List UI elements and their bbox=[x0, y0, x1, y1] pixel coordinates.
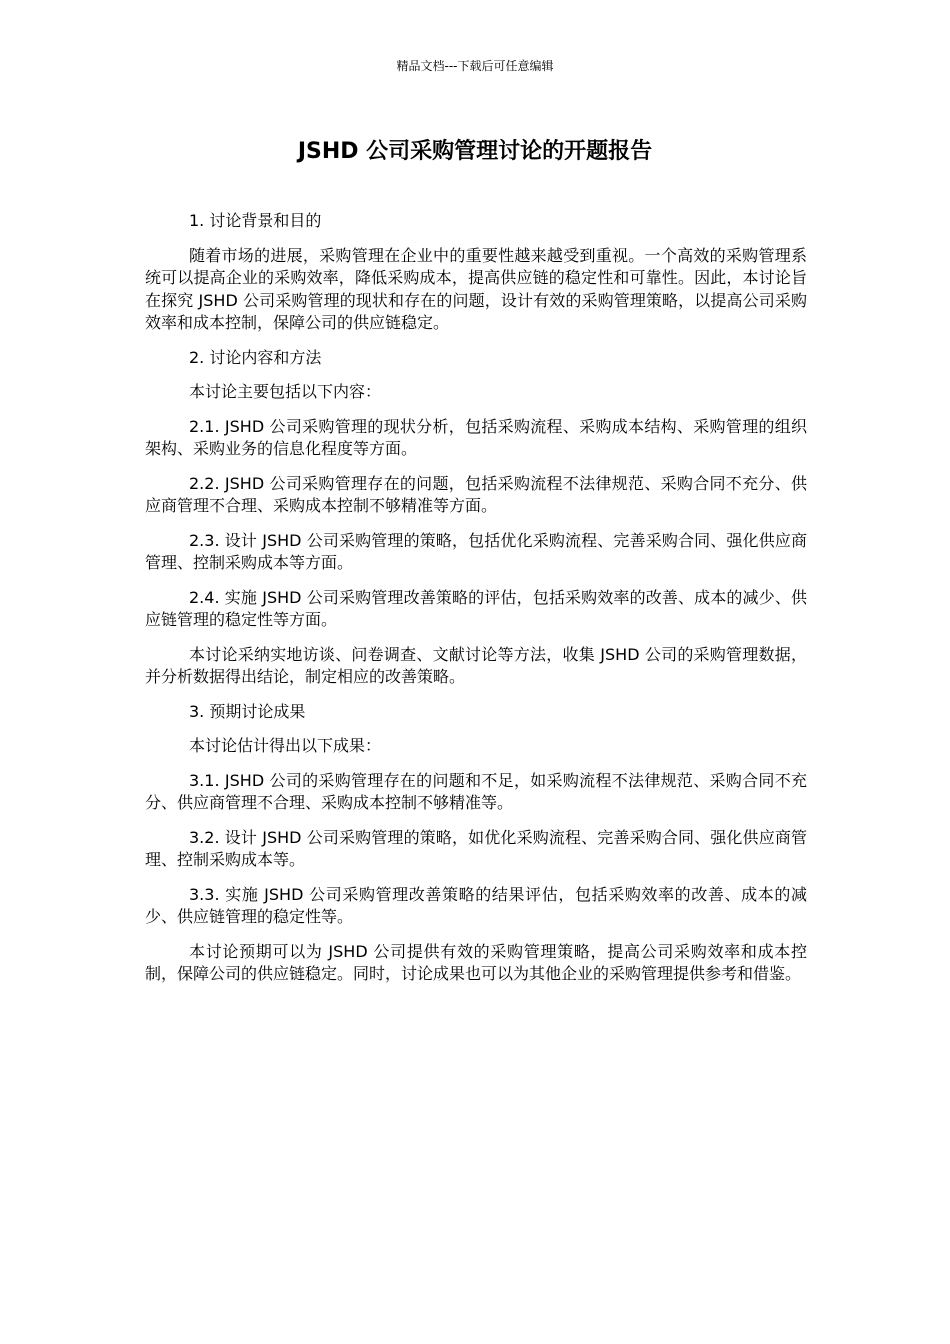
section-heading-background: 1. 讨论背景和目的 bbox=[189, 211, 322, 230]
list-item-2-1: 2.1. JSHD 公司采购管理的现状分析，包括采购流程、采购成本结构、采购管理的组织架构、采购业务的信息化程度等方面。 bbox=[145, 416, 807, 458]
section-heading-expected-results: 3. 预期讨论成果 bbox=[189, 701, 306, 721]
list-item-3-1: 3.1. JSHD 公司的采购管理存在的问题和不足，如采购流程不法律规范、采购合同不充分、供应商管理不合理、采购成本控制不够精准等。 bbox=[145, 770, 807, 812]
list-item-3-3: 3.3. 实施 JSHD 公司采购管理改善策略的结果评估，包括采购效率的改善、成本的减少、供应链管理的稳定性等。 bbox=[145, 884, 807, 926]
document-title: JSHD 公司采购管理讨论的开题报告 bbox=[297, 139, 653, 164]
paragraph-content-intro: 本讨论主要包括以下内容： bbox=[189, 382, 382, 401]
list-item-2-2: 2.2. JSHD 公司采购管理存在的问题，包括采购流程不法律规范、采购合同不充分、供应商管理不合理、采购成本控制不够精准等方面。 bbox=[145, 473, 807, 515]
document-body bbox=[145, 210, 807, 998]
list-item-3-2: 3.2. 设计 JSHD 公司采购管理的策略，如优化采购流程、完善采购合同、强化供应商管理、控制采购成本等。 bbox=[145, 827, 807, 869]
list-item-2-4: 2.4. 实施 JSHD 公司采购管理改善策略的评估，包括采购效率的改善、成本的减少、供应链管理的稳定性等方面。 bbox=[145, 587, 807, 629]
page-header-note: 精品文档---下载后可任意编辑 bbox=[396, 59, 554, 73]
paragraph-conclusion: 本讨论预期可以为 JSHD 公司提供有效的采购管理策略，提高公司采购效率和成本控制，保障公司的供应链稳定。同时，讨论成果也可以为其他企业的采购管理提供参考和借鉴。 bbox=[145, 941, 807, 983]
paragraph-results-intro: 本讨论估计得出以下成果： bbox=[189, 736, 382, 755]
list-item-2-3: 2.3. 设计 JSHD 公司采购管理的策略，包括优化采购流程、完善采购合同、强化供应商管理、控制采购成本等方面。 bbox=[145, 530, 807, 572]
paragraph-method: 本讨论采纳实地访谈、问卷调查、文献讨论等方法，收集 JSHD 公司的采购管理数据，并分析数据得出结论，制定相应的改善策略。 bbox=[145, 644, 807, 686]
section-heading-content-method: 2. 讨论内容和方法 bbox=[189, 347, 322, 367]
paragraph-background: 随着市场的进展，采购管理在企业中的重要性越来越受到重视。一个高效的采购管理系统可以提高企业的采购效率，降低采购成本，提高供应链的稳定性和可靠性。因此，本讨论旨在探究 JSHD 公司采购管理的现状和存在的问题，设计有效的采购管理策略，以提高公司采购效率和成本控制，保障公司的供应链稳定。 bbox=[145, 245, 807, 332]
